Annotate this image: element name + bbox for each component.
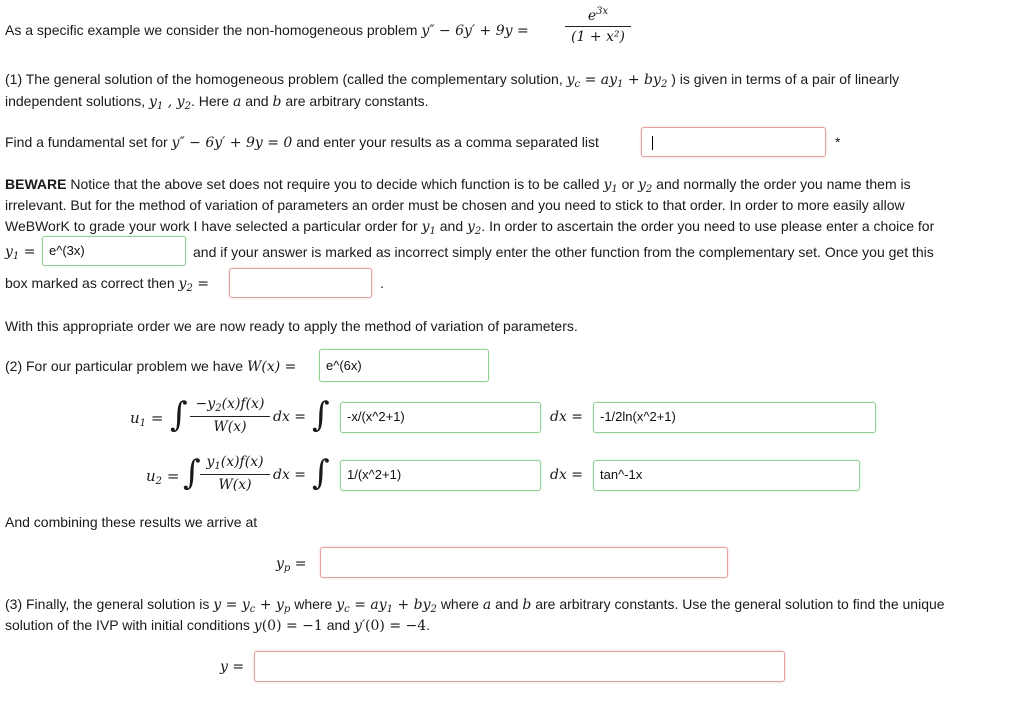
forcing-fraction <box>565 6 631 45</box>
beware-line3: WeBWorK to grade your work I have selected a particular order for $y_1$ and $y_2$. In order to ascertain the order you need to use please enter a choice for <box>5 218 935 237</box>
integral-sign: ∫ <box>183 453 201 493</box>
beware-line2: irrelevant. But for the method of variation of parameters an order must be chosen and you need to stick to that order. In order to more easily allow <box>5 197 905 213</box>
integral-sign: ∫ <box>312 395 330 435</box>
intro-text: As a specific example we consider the non-homogeneous problem <box>5 22 418 38</box>
ready-line: With this appropriate order we are now ready to apply the method of variation of parameters. <box>5 318 578 334</box>
u1-label: $u_1$ = <box>130 409 164 429</box>
u2-integrand-input[interactable]: 1/(x^2+1) <box>340 460 541 491</box>
u2-fraction: $y_1(x)f(x)$ W(x) <box>200 454 270 493</box>
text-caret <box>652 136 653 150</box>
part3-line2: solution of the IVP with initial conditions y(0) = −1 and y′(0) = −4. <box>5 617 431 634</box>
find-line: Find a fundamental set for y″ − 6y′ + 9y = 0 and enter your results as a comma separated list <box>5 134 599 151</box>
y1-label: $y_1$ = <box>5 244 36 262</box>
u2-label: $u_2$ = <box>146 467 180 487</box>
ode-lhs: y″ − 6y′ + 9y = <box>421 23 529 39</box>
u2-dx-eq: dx = <box>273 467 307 483</box>
intro-line <box>5 22 529 39</box>
u2-dx-eq2: dx = <box>550 467 584 483</box>
y1-input[interactable]: e^(3x) <box>42 236 186 266</box>
required-star: * <box>835 134 841 150</box>
y-solution-input[interactable] <box>254 651 785 682</box>
part2-line: (2) For our particular problem we have W(x) = <box>5 358 297 375</box>
complementary-formula: $y_c = ay_1 + by_2$ <box>566 72 668 90</box>
u2-result-input[interactable]: tan^-1x <box>593 460 860 491</box>
u1-dx-eq: dx = <box>273 409 307 425</box>
part1-line1: (1) The general solution of the homogeneous problem (called the complementary solution, $y_c = ay_1 + by_2$ ) is given in terms of a pair of linearly <box>5 71 900 90</box>
part1-line2: independent solutions, $y_1$ , $y_2$. Here a and b are arbitrary constants. <box>5 93 429 112</box>
u1-fraction: $-y_2(x)f(x)$ W(x) <box>190 396 270 435</box>
beware-label: BEWARE <box>5 176 67 192</box>
y-label: y = <box>220 659 245 675</box>
forcing-numerator: $e^{3x}$ <box>587 6 609 24</box>
yp-label: $y_p$ = <box>276 556 307 574</box>
wronskian-input[interactable]: e^(6x) <box>319 349 489 382</box>
fundamental-set-input[interactable] <box>641 127 826 157</box>
forcing-denominator: (1 + x²) <box>571 29 625 45</box>
integral-sign: ∫ <box>312 453 330 493</box>
beware-line1: BEWARE Notice that the above set does not require you to decide which function is to be called $y_1$ or $y_2$ and normally the order you name them is <box>5 176 911 195</box>
beware-line5: box marked as correct then $y_2$ = <box>5 275 210 294</box>
y2-input[interactable] <box>229 268 372 298</box>
u1-integrand-input[interactable]: -x/(x^2+1) <box>340 402 541 433</box>
u1-result-input[interactable]: -1/2ln(x^2+1) <box>593 402 876 433</box>
combine-line: And combining these results we arrive at <box>5 514 258 530</box>
yp-input[interactable] <box>320 547 728 578</box>
u1-dx-eq2: dx = <box>550 409 584 425</box>
part3-line1: (3) Finally, the general solution is $y = y_c + y_p$ where $y_c = ay_1 + by_2$ where a and b are arbitrary constants. Use the general solution to find the unique <box>5 596 945 615</box>
beware-line4: and if your answer is marked as incorrect simply enter the other function from the complementary set. Once you get this <box>193 244 934 260</box>
integral-sign: ∫ <box>170 395 188 435</box>
y2-period: . <box>380 275 384 291</box>
